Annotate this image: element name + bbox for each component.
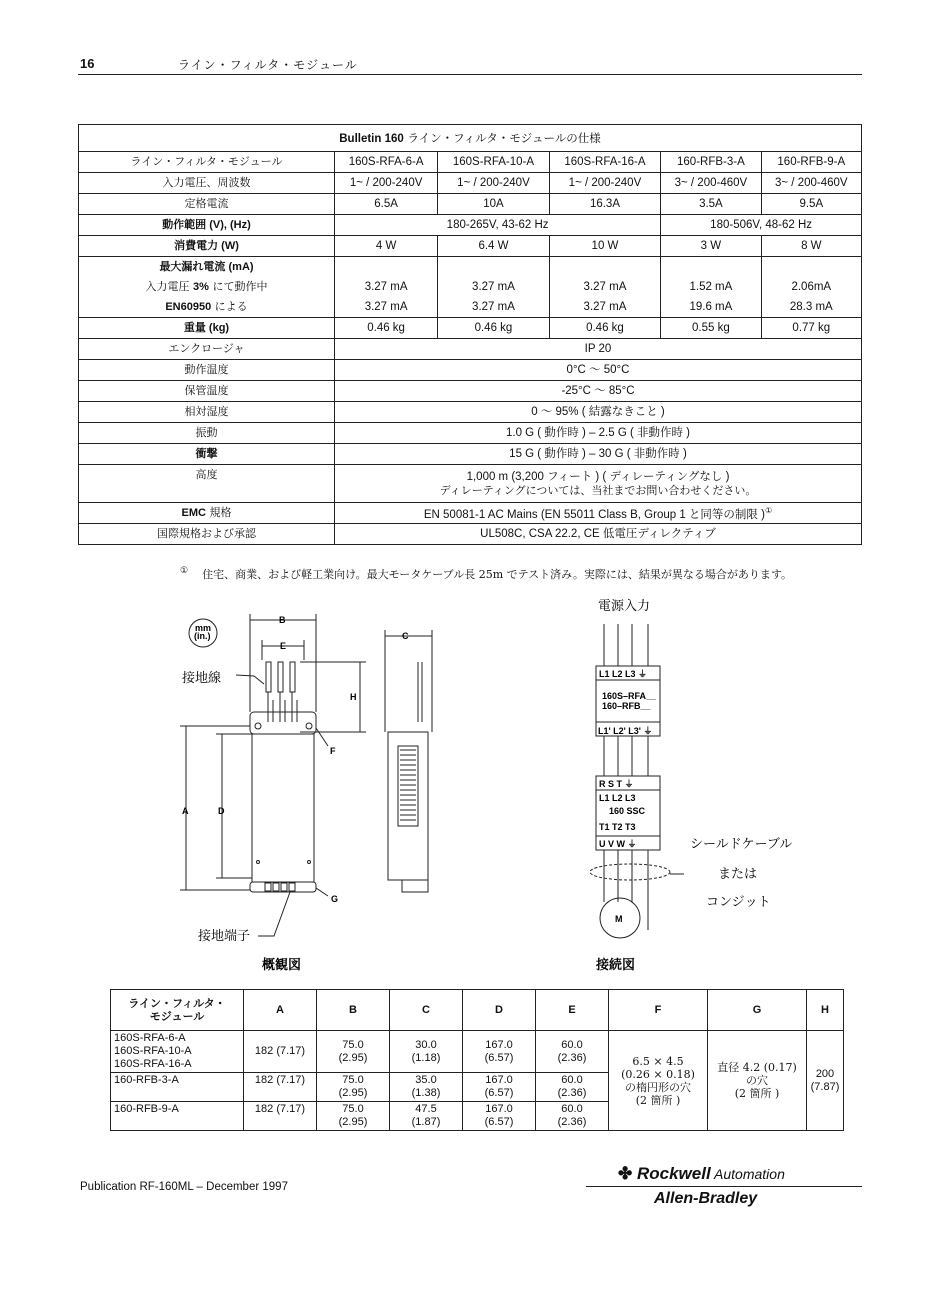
cell: UL508C, CSA 22.2, CE 低電圧ディレクティブ	[335, 524, 862, 545]
cell: 60.0 (2.36)	[536, 1102, 609, 1131]
row-label: 重量 (kg)	[79, 318, 335, 339]
table-row	[79, 173, 862, 194]
dim-g-label: G	[331, 894, 339, 904]
ground-wire-label: 接地線	[182, 671, 222, 686]
section-title: ライン・フィルタ・モジュール	[178, 58, 358, 72]
cell: 47.5 (1.87)	[390, 1102, 463, 1131]
wiring-caption: 接続図	[596, 958, 636, 973]
rockwell-emblem-icon: ✤	[618, 1164, 637, 1183]
motor-label: M	[615, 914, 623, 924]
row-label: 入力電圧、周波数	[79, 173, 335, 194]
row-label: 最大漏れ電流 (mA)	[79, 257, 335, 278]
cell: 182 (7.17)	[244, 1102, 317, 1131]
dim-h-label: H	[350, 692, 357, 702]
cell: 0.77 kg	[761, 318, 861, 339]
altitude-line2: ディレーティングについては、当社までお問い合わせください。	[439, 483, 757, 497]
cell: 160S-RFA-16-A	[549, 152, 661, 173]
row-label: 衝撃	[79, 444, 335, 465]
cell-h: 200 (7.87)	[807, 1031, 844, 1131]
footnote: ① 住宅、商業、および軽工業向け。最大モータケーブル長 25m でテスト済み。実際には、結果が異なる場合があります。	[180, 566, 792, 581]
table-row	[79, 423, 862, 444]
table-row	[79, 465, 862, 503]
cell: 6.5A	[335, 194, 438, 215]
header-rule	[78, 74, 862, 75]
cell: 6.4 W	[438, 236, 550, 257]
table-row	[79, 194, 862, 215]
cell	[335, 465, 862, 503]
conduit-label: コンジット	[706, 895, 771, 910]
cell: 9.5A	[761, 194, 861, 215]
col-header-h: H	[807, 990, 844, 1031]
ground-terminal-label: 接地端子	[198, 929, 251, 944]
cell: 30.0 (1.18)	[390, 1031, 463, 1073]
dim-a-label: A	[182, 806, 189, 816]
cell	[761, 257, 861, 278]
page-number: 16	[80, 56, 95, 71]
unit-mm: mm	[195, 623, 212, 633]
ssc-rst: R S T ⏚	[599, 779, 634, 789]
row-label: 振動	[79, 423, 335, 444]
table-row	[79, 215, 862, 236]
cell: 3.27 mA	[438, 297, 550, 318]
row-label: EN60950 による	[79, 297, 335, 318]
table-row	[79, 402, 862, 423]
cell: 15 G ( 動作時 ) – 30 G ( 非動作時 )	[335, 444, 862, 465]
cell: 160S-RFA-10-A	[438, 152, 550, 173]
cell: 60.0 (2.36)	[536, 1073, 609, 1102]
cell: 1.52 mA	[661, 277, 761, 297]
filter-model-2: 160–RFB__	[602, 701, 651, 711]
wiring-diagram	[580, 592, 840, 984]
row-label: 定格電流	[79, 194, 335, 215]
row-label: 相対湿度	[79, 402, 335, 423]
cell: -25°C ～ 85°C	[335, 381, 862, 402]
cell: 75.0 (2.95)	[317, 1102, 390, 1131]
ssc-t-terminals: T1 T2 T3	[599, 822, 636, 832]
outline-caption: 概観図	[262, 958, 302, 973]
table-row	[79, 152, 862, 173]
cell: 160-RFB-3-A	[661, 152, 761, 173]
cell: 182 (7.17)	[244, 1031, 317, 1073]
table-row	[79, 360, 862, 381]
cell	[335, 257, 438, 278]
cell: 1.0 G ( 動作時 ) – 2.5 G ( 非動作時 )	[335, 423, 862, 444]
cell: 3.5A	[661, 194, 761, 215]
table-row	[79, 277, 862, 297]
row-label: 高度	[79, 465, 335, 503]
shield-ellipse	[590, 864, 670, 880]
cell: 180-265V, 43-62 Hz	[335, 215, 661, 236]
publication-id: Publication RF-160ML – December 1997	[80, 1181, 288, 1193]
filter-model-1: 160S–RFA__	[602, 691, 657, 701]
cell-model: 160-RFB-9-A	[111, 1102, 244, 1131]
row-label: 動作範囲 (V), (Hz)	[79, 215, 335, 236]
dimension-table	[110, 989, 844, 1131]
dim-b-label: B	[279, 615, 286, 625]
cell: 3.27 mA	[335, 277, 438, 297]
row-label: 国際規格および承認	[79, 524, 335, 545]
cell: EN 50081-1 AC Mains (EN 55011 Class B, Group 1 と同等の制限 )①	[335, 503, 862, 524]
ssc-uvw: U V W ⏚	[599, 839, 637, 849]
cell	[438, 257, 550, 278]
cell: 0°C ～ 50°C	[335, 360, 862, 381]
cell: 35.0 (1.38)	[390, 1073, 463, 1102]
cell: 19.6 mA	[661, 297, 761, 318]
row-label: EMC 規格	[79, 503, 335, 524]
table-row	[79, 339, 862, 360]
table-row	[79, 297, 862, 318]
cell-model: 160-RFB-3-A	[111, 1073, 244, 1102]
shield-cable-label: シールドケーブル	[690, 837, 793, 852]
cell	[661, 257, 761, 278]
cell: 3 W	[661, 236, 761, 257]
dim-c-label: C	[402, 631, 409, 641]
row-label: 動作温度	[79, 360, 335, 381]
cell: 167.0 (6.57)	[463, 1073, 536, 1102]
cell: 10 W	[549, 236, 661, 257]
col-header-c: C	[390, 990, 463, 1031]
dim-f-label: F	[330, 746, 336, 756]
unit-in: (in.)	[194, 631, 211, 641]
col-header-f: F	[609, 990, 708, 1031]
cell: 160-RFB-9-A	[761, 152, 861, 173]
spec-table	[78, 124, 862, 545]
cell: 75.0 (2.95)	[317, 1073, 390, 1102]
filter-terminals-out: L1' L2' L3' ⏚	[598, 726, 653, 736]
brand-rule	[586, 1186, 862, 1187]
table-row	[79, 257, 862, 278]
cell: 0.46 kg	[335, 318, 438, 339]
spec-caption-row	[79, 125, 862, 152]
row-label: エンクロージャ	[79, 339, 335, 360]
or-label: または	[718, 867, 758, 882]
table-header-row	[111, 990, 844, 1031]
row-label: ライン・フィルタ・モジュール	[79, 152, 335, 173]
cell: 182 (7.17)	[244, 1073, 317, 1102]
outline-drawing	[170, 600, 570, 990]
col-header-module: ライン・フィルタ・ モジュール	[111, 990, 244, 1031]
altitude-line1: 1,000 m (3,200 フィート ) ( ディレーティングなし )	[466, 470, 730, 483]
table-row	[79, 236, 862, 257]
cell-model: 160S-RFA-6-A 160S-RFA-10-A 160S-RFA-16-A	[111, 1031, 244, 1073]
cell: 1~ / 200-240V	[549, 173, 661, 194]
cell: 16.3A	[549, 194, 661, 215]
cell: 4 W	[335, 236, 438, 257]
spec-caption: Bulletin 160 ライン・フィルタ・モジュールの仕様	[79, 125, 862, 152]
col-header-g: G	[708, 990, 807, 1031]
row-label: 入力電圧 3% にて動作中	[79, 277, 335, 297]
cell-g: 直径 4.2 (0.17) の穴 (2 箇所 )	[708, 1031, 807, 1131]
cell: 0.55 kg	[661, 318, 761, 339]
cell: 0.46 kg	[438, 318, 550, 339]
cell	[549, 257, 661, 278]
row-label: 消費電力 (W)	[79, 236, 335, 257]
ssc-model: 160 SSC	[609, 806, 646, 816]
cell: 167.0 (6.57)	[463, 1031, 536, 1073]
col-header-d: D	[463, 990, 536, 1031]
cell-f: 6.5 × 4.5 (0.26 × 0.18) の楕円形の穴 (2 箇所 )	[609, 1031, 708, 1131]
cell: 3~ / 200-460V	[661, 173, 761, 194]
cell: 8 W	[761, 236, 861, 257]
cell: 0 ～ 95% ( 結露なきこと )	[335, 402, 862, 423]
table-row	[79, 444, 862, 465]
col-header-b: B	[317, 990, 390, 1031]
cell: 3.27 mA	[438, 277, 550, 297]
col-header-e: E	[536, 990, 609, 1031]
table-row	[79, 318, 862, 339]
cell: 10A	[438, 194, 550, 215]
cell: 180-506V, 48-62 Hz	[661, 215, 862, 236]
table-row	[79, 524, 862, 545]
cell: 2.06mA	[761, 277, 861, 297]
cell: 60.0 (2.36)	[536, 1031, 609, 1073]
cell: 1~ / 200-240V	[335, 173, 438, 194]
power-input-label: 電源入力	[598, 599, 651, 614]
dim-d-label: D	[218, 806, 225, 816]
ssc-l-terminals: L1 L2 L3	[599, 793, 636, 803]
cell: IP 20	[335, 339, 862, 360]
row-label: 保管温度	[79, 381, 335, 402]
cell: 0.46 kg	[549, 318, 661, 339]
cell: 3~ / 200-460V	[761, 173, 861, 194]
dim-e-label: E	[280, 641, 287, 651]
cell: 3.27 mA	[549, 277, 661, 297]
cell: 167.0 (6.57)	[463, 1102, 536, 1131]
col-header-a: A	[244, 990, 317, 1031]
cell: 160S-RFA-6-A	[335, 152, 438, 173]
table-row	[79, 503, 862, 524]
cell: 28.3 mA	[761, 297, 861, 318]
rockwell-logo: ✤ Rockwell Automation	[618, 1164, 785, 1183]
filter-terminals-in: L1 L2 L3 ⏚	[599, 669, 648, 679]
cell: 75.0 (2.95)	[317, 1031, 390, 1073]
table-row	[111, 1031, 844, 1073]
cell: 3.27 mA	[549, 297, 661, 318]
table-row	[79, 381, 862, 402]
cell: 1~ / 200-240V	[438, 173, 550, 194]
allen-bradley-logo: Allen-Bradley	[654, 1190, 758, 1207]
cell: 3.27 mA	[335, 297, 438, 318]
